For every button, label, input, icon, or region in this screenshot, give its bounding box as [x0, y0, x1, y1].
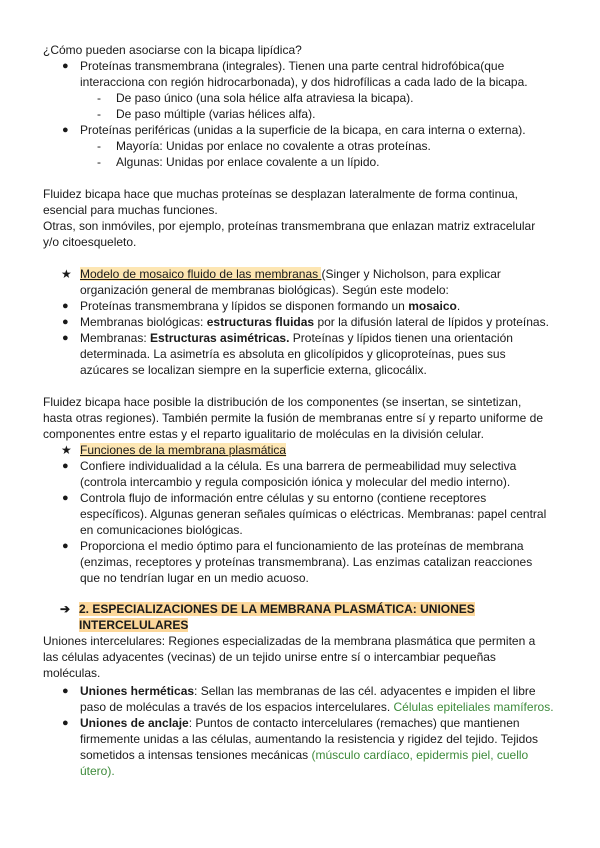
- list-item-cont: que no tendrían lugar en un medio acuoso.: [80, 571, 309, 585]
- list-item-cont: determinada. La asimetría es absoluta en glicolípidos y glicoproteínas, pues sus: [80, 347, 506, 361]
- list-item: Confiere individualidad a la célula. Es una barrera de permeabilidad muy selectiva: [80, 459, 517, 473]
- list-item-cont: azúcares se localizan siempre en la superficie externa, glicocálix.: [80, 363, 427, 377]
- text-span: : Puntos de contacto intercelulares (remaches) que mantienen: [188, 716, 520, 730]
- mosaic-line: organización general de membranas biológicas). Según este modelo:: [80, 283, 449, 297]
- section-heading-line: 2. ESPECIALIZACIONES DE LA MEMBRANA PLASMÁTICA: UNIONES: [79, 602, 475, 616]
- list-item: Proteínas transmembrana (integrales). Tienen una parte central hidrofóbica(que: [80, 59, 505, 73]
- star-icon: ★: [61, 267, 72, 281]
- functions-title: [80, 442, 286, 458]
- text-span: : Sellan las membranas de las cél. adyacentes e impiden el libre: [194, 684, 536, 698]
- text-span: .: [456, 299, 461, 313]
- bold-span: mosaico: [408, 299, 457, 313]
- sub-item: Algunas: Unidas por enlace covalente a un lípido.: [116, 155, 380, 169]
- paragraph-line: las células adyacentes (vecinas) de un tejido unirse entre sí o intercambiar pequeñas: [43, 650, 496, 664]
- bullet-icon: ●: [62, 332, 69, 344]
- text-span: por la difusión lateral de lípidos y proteínas.: [314, 315, 549, 329]
- arrow-icon: ➔: [60, 602, 71, 616]
- paragraph-line: esencial para muchas funciones.: [43, 203, 218, 217]
- paragraph-line: Fluidez bicapa hace que muchas proteínas se desplazan lateralmente de forma continua,: [43, 187, 518, 201]
- list-item-cont: (enzimas, receptores y proteínas transmembrana). Las enzimas catalizan reacciones: [80, 555, 533, 569]
- green-span: Células epiteliales mamíferos.: [393, 700, 554, 714]
- list-item: Proporciona el medio óptimo para el funcionamiento de las proteínas de membrana: [80, 539, 524, 553]
- paragraph-line: Uniones intercelulares: Regiones especializadas de la membrana plasmática que permiten a: [43, 634, 536, 648]
- list-item-cont: (controla intercambio y regula composición iónica y molecular del medio interno).: [80, 475, 511, 489]
- list-item-cont: específicos). Algunas generan señales químicas o eléctricas. Membranas: papel central: [80, 507, 547, 521]
- bold-span: Estructuras asimétricas.: [150, 331, 290, 345]
- text-span: Membranas biológicas:: [80, 315, 207, 329]
- dash-icon: -: [97, 107, 101, 121]
- list-item: [80, 330, 513, 346]
- list-item: [80, 314, 549, 330]
- dash-icon: -: [97, 139, 101, 153]
- functions-title-highlight: Funciones de la membrana plasmática: [80, 443, 287, 457]
- text-span: Proteínas transmembrana y lípidos se disponen formando un: [80, 299, 409, 313]
- list-item: [80, 298, 460, 314]
- bullet-icon: ●: [62, 685, 69, 697]
- bullet-icon: ●: [62, 540, 69, 552]
- text-span: paso de moléculas a través de los espacios intercelulares.: [80, 700, 394, 714]
- paragraph-line: componentes entre estas y el reparto igualitario de moléculas en la división celular.: [43, 427, 484, 441]
- list-item-cont: firmemente unidas a las células, aumentando la resistencia y rigidez del tejido. Tejidos: [80, 732, 539, 746]
- bullet-icon: ●: [62, 717, 69, 729]
- paragraph-line: moléculas.: [43, 666, 101, 680]
- list-item-cont: en comunicaciones biológicas.: [80, 523, 243, 537]
- list-item: Proteínas periféricas (unidas a la superficie de la bicapa, en cara interna o externa).: [80, 123, 526, 137]
- list-item: [80, 715, 520, 731]
- question-heading: ¿Cómo pueden asociarse con la bicapa lipídica?: [43, 43, 302, 57]
- mosaic-title: [80, 266, 501, 282]
- bullet-icon: ●: [62, 300, 69, 312]
- sub-item: Mayoría: Unidas por enlace no covalente a otras proteínas.: [116, 139, 431, 153]
- list-item-cont: útero).: [80, 764, 115, 778]
- paragraph-line: hasta otras regiones). También permite la fusión de membranas entre sí y reparto uniforme de: [43, 411, 544, 425]
- bullet-icon: ●: [62, 60, 69, 72]
- paragraph-line: y/o citoesqueleto.: [43, 235, 137, 249]
- dash-icon: -: [97, 91, 101, 105]
- sub-item: De paso múltiple (varias hélices alfa).: [116, 107, 316, 121]
- section-heading: [79, 601, 475, 617]
- bullet-icon: ●: [62, 492, 69, 504]
- paragraph-line: Otras, son inmóviles, por ejemplo, proteínas transmembrana que enlazan matriz extracelular: [43, 219, 536, 233]
- paragraph-line: Fluidez bicapa hace posible la distribución de los componentes (se insertan, se sintetizan,: [43, 395, 522, 409]
- star-icon: ★: [61, 443, 72, 457]
- section-heading-cont: [79, 617, 188, 633]
- bullet-icon: ●: [62, 124, 69, 136]
- bold-span: Uniones de anclaje: [80, 716, 189, 730]
- list-item-cont: [80, 699, 554, 715]
- bullet-icon: ●: [62, 460, 69, 472]
- list-item: [80, 683, 536, 699]
- bold-span: Uniones herméticas: [80, 684, 195, 698]
- text-span: Membranas:: [80, 331, 151, 345]
- list-item: Controla flujo de información entre células y su entorno (contiene receptores: [80, 491, 487, 505]
- mosaic-title-highlight: Modelo de mosaico fluido de las membranas: [80, 267, 322, 281]
- green-span: (músculo cardíaco, epidermis piel, cuello: [311, 748, 529, 762]
- text-span: sometidos a intensas tensiones mecánicas: [80, 748, 312, 762]
- bold-span: estructuras fluidas: [206, 315, 315, 329]
- section-heading-line: INTERCELULARES: [79, 618, 189, 632]
- mosaic-title-rest: (Singer y Nicholson, para explicar: [321, 267, 501, 281]
- sub-item: De paso único (una sola hélice alfa atraviesa la bicapa).: [116, 91, 414, 105]
- text-span: Proteínas y lípidos tienen una orientación: [289, 331, 513, 345]
- list-item-cont: [80, 747, 528, 763]
- dash-icon: -: [97, 155, 101, 169]
- list-item-cont: interacciona con región hidrocarbonada), y dos hidrofílicas a cada lado de la bicapa.: [80, 75, 528, 89]
- bullet-icon: ●: [62, 316, 69, 328]
